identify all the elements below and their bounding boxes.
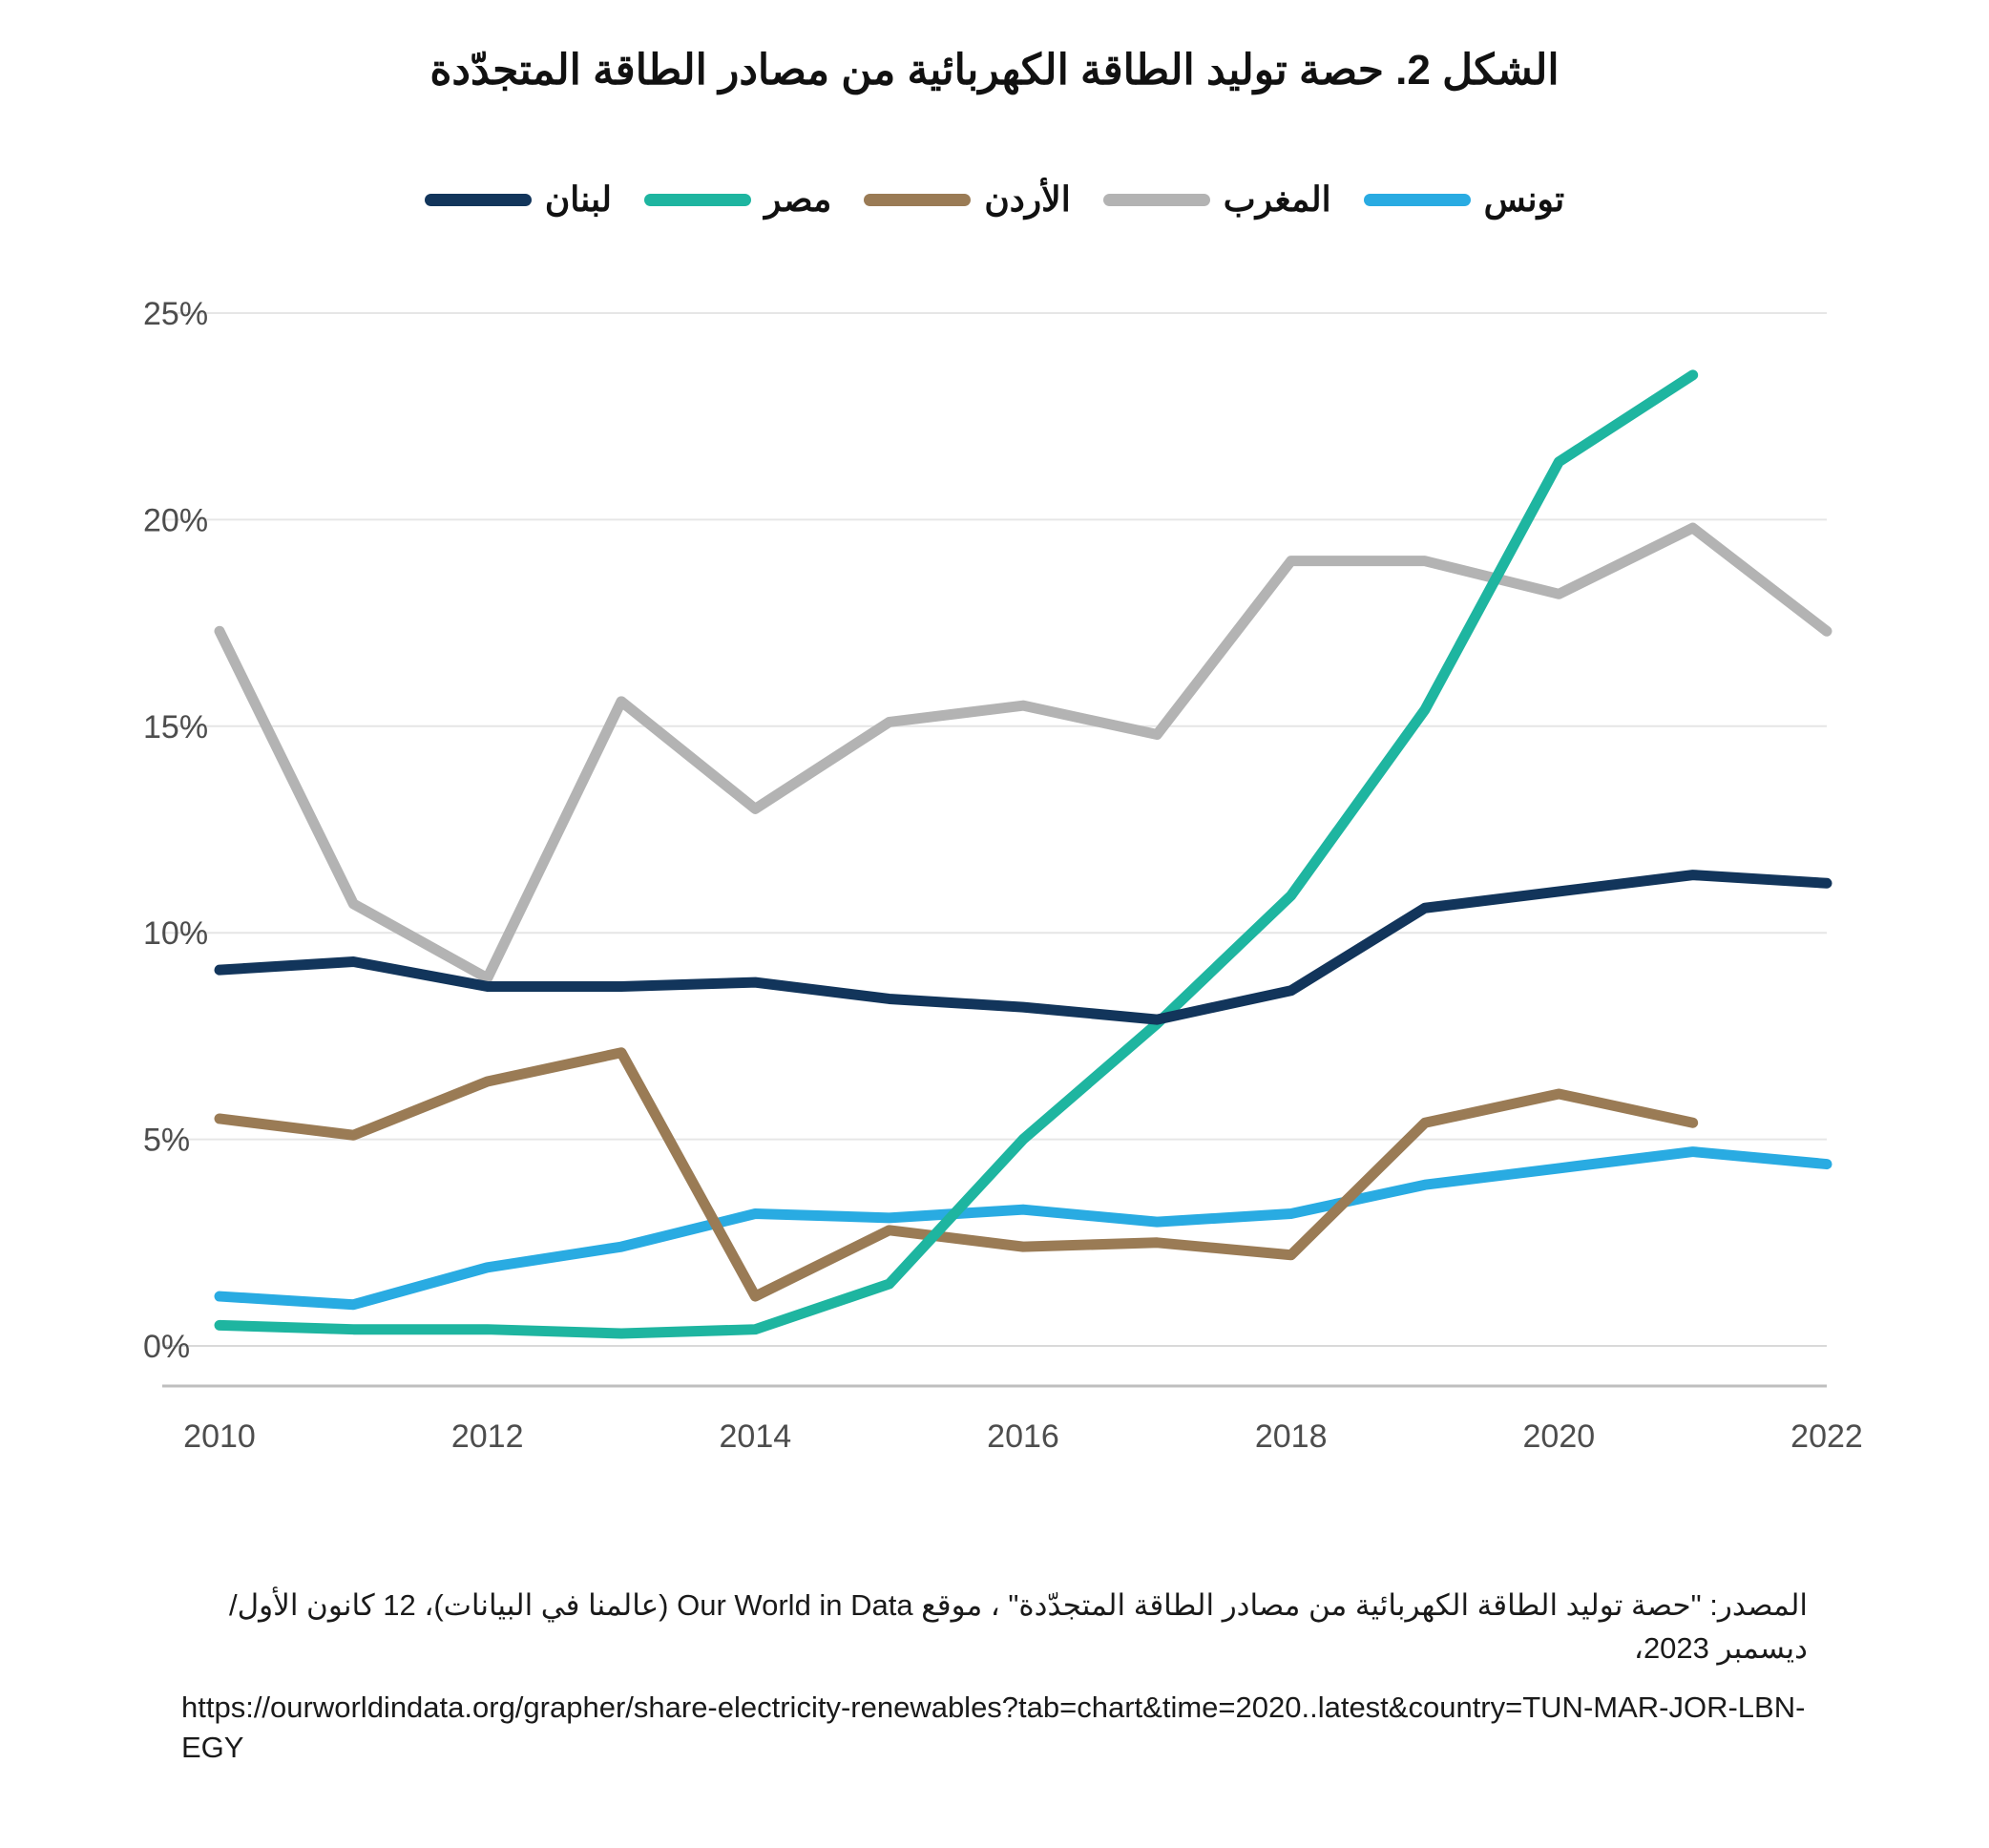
x-tick-label: 2022 bbox=[1790, 1418, 1863, 1455]
legend-item-lebanon[interactable] bbox=[425, 179, 612, 220]
legend-item-egypt[interactable] bbox=[644, 179, 831, 220]
y-tick-label: 25% bbox=[143, 296, 209, 332]
series-line-4[interactable] bbox=[220, 875, 1827, 1019]
legend-item-morocco[interactable] bbox=[1103, 179, 1331, 220]
plot-area bbox=[0, 277, 1989, 1499]
legend-label: الأردن bbox=[984, 179, 1071, 219]
x-tick-label: 2016 bbox=[987, 1418, 1059, 1455]
y-tick-label: 20% bbox=[143, 502, 209, 539]
chart-legend bbox=[0, 179, 1989, 220]
x-tick-label: 2020 bbox=[1522, 1418, 1596, 1455]
legend-swatch-lebanon bbox=[425, 194, 532, 206]
series-line-1[interactable] bbox=[220, 528, 1827, 978]
x-tick-label: 2014 bbox=[719, 1418, 792, 1455]
y-axis-tick-labels bbox=[143, 296, 208, 1365]
grid-lines bbox=[162, 313, 1827, 1346]
source-note bbox=[0, 1585, 1989, 1768]
y-tick-label: 15% bbox=[143, 708, 209, 746]
x-tick-label: 2012 bbox=[450, 1418, 524, 1455]
y-tick-label: 0% bbox=[143, 1329, 191, 1365]
legend-item-jordan[interactable] bbox=[864, 179, 1070, 220]
legend-label: المغرب bbox=[1223, 179, 1331, 219]
legend-swatch-jordan bbox=[864, 194, 971, 206]
source-line-2[interactable]: https://ourworldindata.org/grapher/share-electricity-renewables?tab=chart&time=2020..latest&country=TUN-MAR-JOR-LBN-EGY bbox=[181, 1690, 1806, 1764]
series-line-0[interactable] bbox=[220, 1152, 1827, 1305]
x-axis-tick-labels bbox=[183, 1418, 1863, 1455]
y-tick-label: 10% bbox=[143, 915, 209, 953]
legend-label: تونس bbox=[1483, 179, 1565, 219]
legend-swatch-egypt bbox=[644, 194, 751, 206]
legend-item-tunisia[interactable] bbox=[1364, 179, 1565, 220]
legend-swatch-tunisia bbox=[1364, 194, 1471, 206]
y-tick-label: 5% bbox=[143, 1122, 191, 1159]
x-tick-label: 2010 bbox=[183, 1418, 256, 1455]
legend-swatch-morocco bbox=[1103, 194, 1210, 206]
page-title: الشكل 2. حصة توليد الطاقة الكهربائية من مصادر الطاقة المتجدّدة bbox=[429, 47, 1560, 94]
x-tick-label: 2018 bbox=[1254, 1418, 1328, 1455]
source-line-1: المصدر: "حصة توليد الطاقة الكهربائية من مصادر الطاقة المتجدّدة" ، موقع Our World in Data (عالمنا في البيانات)، 12 كانون الأول/ديسمبر 2023، bbox=[229, 1588, 1808, 1665]
legend-label: مصر bbox=[764, 179, 832, 219]
legend-label: لبنان bbox=[544, 179, 612, 219]
